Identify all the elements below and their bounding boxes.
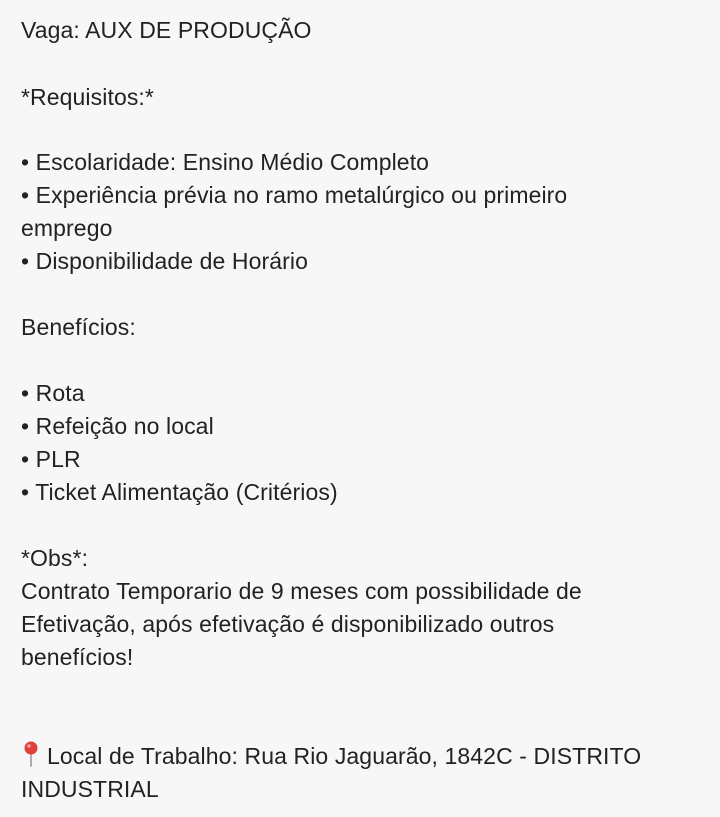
work-location <box>21 740 641 773</box>
requirement-item: • Escolaridade: Ensino Médio Completo <box>21 149 430 175</box>
benefit-item: • Refeição no local <box>21 413 214 439</box>
obs-line: Efetivação, após efetivação é disponibilizado outros <box>21 611 555 637</box>
job-title: Vaga: AUX DE PRODUÇÃO <box>21 17 312 43</box>
benefit-item: • PLR <box>21 446 81 472</box>
work-location-text: Local de Trabalho: Rua Rio Jaguarão, 1842C - DISTRITO <box>47 743 642 769</box>
obs-line: benefícios! <box>21 644 134 670</box>
requirement-item: • Disponibilidade de Horário <box>21 248 309 274</box>
requirement-item-continuation: emprego <box>21 215 113 241</box>
benefit-item: • Ticket Alimentação (Critérios) <box>21 479 338 505</box>
requirement-item: • Experiência prévia no ramo metalúrgico ou primeiro <box>21 182 568 208</box>
benefits-heading: Benefícios: <box>21 314 136 340</box>
benefit-item: • Rota <box>21 380 85 406</box>
obs-heading: *Obs*: <box>21 545 89 571</box>
round-pushpin-icon <box>23 741 39 767</box>
requirements-heading: *Requisitos:* <box>21 84 154 110</box>
obs-line: Contrato Temporario de 9 meses com possibilidade de <box>21 578 582 604</box>
work-location-continuation: INDUSTRIAL <box>21 776 159 802</box>
